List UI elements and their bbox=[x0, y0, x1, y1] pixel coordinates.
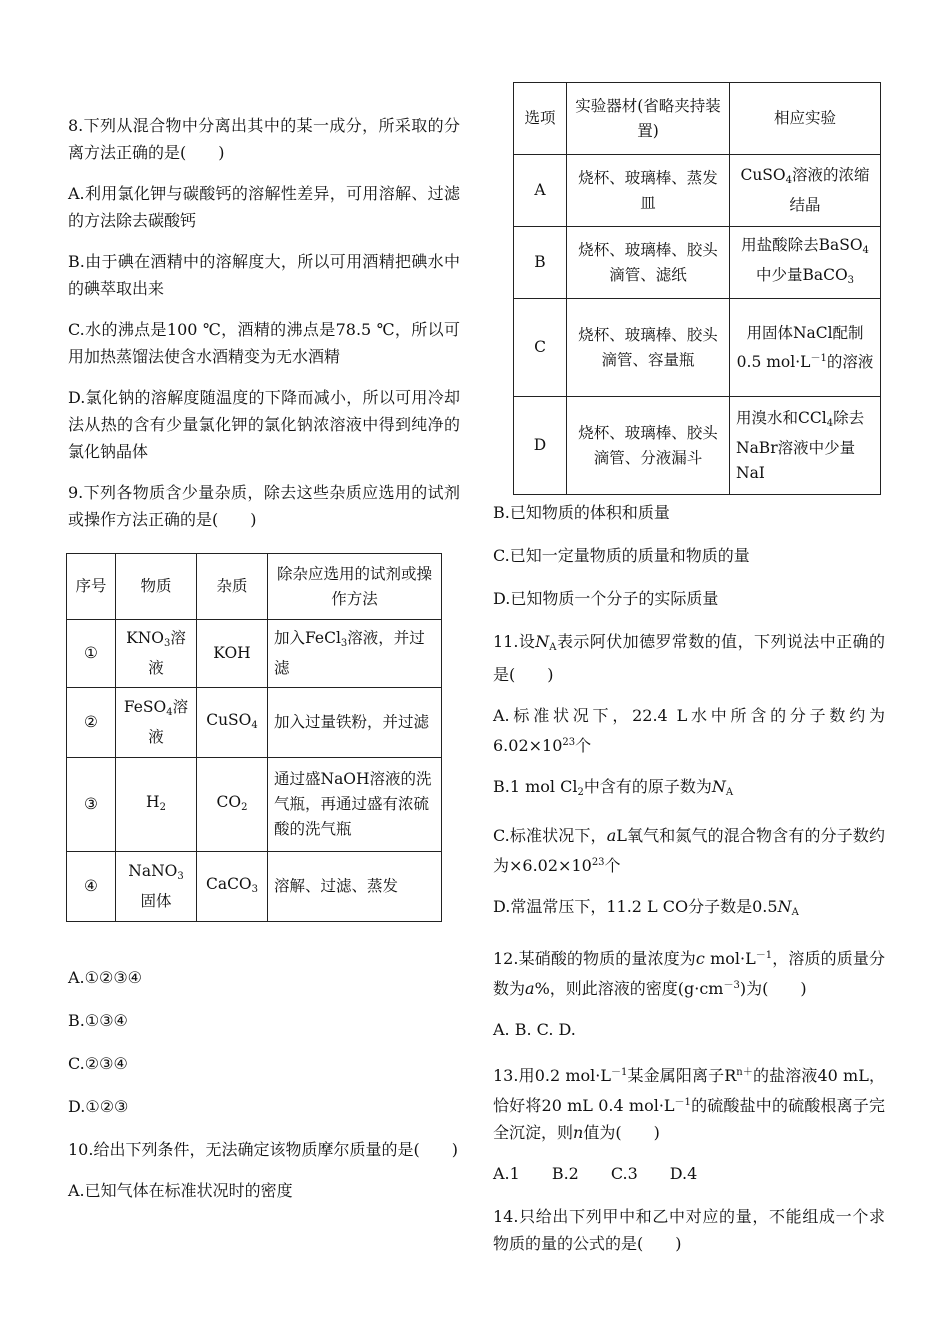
row-number: ③ bbox=[67, 758, 116, 852]
question-10-option-b: B.已知物质的体积和质量 bbox=[493, 503, 670, 522]
question-11-option-c: C.标准状况下，aL氧气和氮气的混合物含有的分子数约为$\times 6.02\times 10^{23}$个 bbox=[493, 826, 885, 875]
question-12-stem: 12.某硝酸的物质的量浓度为c $mol\cdot L^{-1}$，溶质的质量分数为a%，则此溶液的密度$(g\cdot cm^{-3})$为( ) bbox=[493, 949, 885, 998]
question-9-option-a: A.①②③④ bbox=[68, 968, 143, 987]
option-cell: A bbox=[514, 155, 567, 227]
header-cell: 序号 bbox=[67, 554, 116, 620]
question-8-option-d: D.氯化钠的溶解度随温度的下降而减小，所以可用冷却法从热的含有少量氯化钾的氯化钠浓溶液中得到纯净的氯化钠晶体 bbox=[68, 388, 460, 461]
row-number: ② bbox=[67, 688, 116, 758]
row-number: ① bbox=[67, 620, 116, 688]
question-14-stem: 14.只给出下列甲中和乙中对应的量，不能组成一个求物质的量的公式的是( ) bbox=[493, 1207, 885, 1253]
header-cell: 实验器材(省略夹持装置) bbox=[567, 83, 730, 155]
table-row bbox=[514, 397, 881, 495]
impurity-cell: CuSO$_4$ bbox=[197, 688, 268, 758]
question-8-option-a: A.利用氯化钾与碳酸钙的溶解性差异，可用溶解、过滤的方法除去碳酸钙 bbox=[68, 184, 460, 230]
substance-cell: $KNO_3$溶液 bbox=[116, 620, 197, 688]
row-number: ④ bbox=[67, 852, 116, 922]
question-10-option-a: A.已知气体在标准状况时的密度 bbox=[68, 1181, 293, 1200]
experiment-cell: 用溴水和CCl$_4$除去NaBr溶液中少量NaI bbox=[730, 397, 881, 495]
table-header-row bbox=[514, 83, 881, 155]
equipment-cell: 烧杯、玻璃棒、胶头滴管、容量瓶 bbox=[567, 299, 730, 397]
header-cell: 选项 bbox=[514, 83, 567, 155]
question-9-option-d: D.①②③ bbox=[68, 1097, 129, 1116]
experiment-cell: 用盐酸除去BaSO$_4$中少量BaCO$_3$ bbox=[730, 227, 881, 299]
question-11-option-d: D.常温常压下，11.2 L CO分子数是$0.5N_A$ bbox=[493, 897, 799, 918]
substance-cell: FeSO$_4$溶液 bbox=[116, 688, 197, 758]
question-12-options: A. B. C. D. bbox=[493, 1020, 576, 1039]
header-cell: 物质 bbox=[116, 554, 197, 620]
question-11-stem: 11.设$N_A$表示阿伏加德罗常数的值，下列说法中正确的是( ) bbox=[493, 632, 885, 684]
question-9-option-c: C.②③④ bbox=[68, 1054, 128, 1073]
header-cell: 相应实验 bbox=[730, 83, 881, 155]
table-row bbox=[514, 155, 881, 227]
equipment-cell: 烧杯、玻璃棒、胶头滴管、滤纸 bbox=[567, 227, 730, 299]
question-11-option-a: A.标准状况下，22.4 L水中所含的分子数约为$6.02\times 10^{23}$个 bbox=[493, 706, 885, 755]
question-9-stem: 9.下列各物质含少量杂质，除去这些杂质应选用的试剂或操作方法正确的是( ) bbox=[68, 483, 460, 529]
experiment-cell: CuSO$_4$溶液的浓缩结晶 bbox=[730, 155, 881, 227]
substance-cell: $H_2$ bbox=[116, 758, 197, 852]
question-10-option-d: D.已知物质一个分子的实际质量 bbox=[493, 589, 719, 608]
question-10-stem: 10.给出下列条件，无法确定该物质摩尔质量的是( ) bbox=[68, 1140, 458, 1159]
experiment-cell: 用固体NaCl配制0.5 $mol\cdot L^{-1}$的溶液 bbox=[730, 299, 881, 397]
experiment-equipment-table bbox=[513, 82, 881, 495]
table-row bbox=[67, 620, 442, 688]
option-cell: B bbox=[514, 227, 567, 299]
header-cell: 杂质 bbox=[197, 554, 268, 620]
table-row bbox=[67, 688, 442, 758]
table-row bbox=[514, 299, 881, 397]
equipment-cell: 烧杯、玻璃棒、蒸发皿 bbox=[567, 155, 730, 227]
equipment-cell: 烧杯、玻璃棒、胶头滴管、分液漏斗 bbox=[567, 397, 730, 495]
option-cell: D bbox=[514, 397, 567, 495]
question-8-option-c: C.水的沸点是100 ℃，酒精的沸点是78.5 ℃，所以可用加热蒸馏法使含水酒精变为无水酒精 bbox=[68, 320, 460, 366]
question-9-option-b: B.①③④ bbox=[68, 1011, 128, 1030]
question-13-stem: 13.用0.2 $mol\cdot L^{-1}$某金属阳离子$R^{n+}$的盐溶液40 mL，恰好将20 mL 0.4 $mol\cdot L^{-1}$的硫酸盐中的硫酸根离子完全沉淀，则n值为( ) bbox=[493, 1066, 885, 1142]
left-column bbox=[68, 112, 460, 1218]
question-11-option-b: B.1 mol $Cl_2$中含有的原子数为$N_A$ bbox=[493, 777, 734, 798]
impurity-cell: KOH bbox=[197, 620, 268, 688]
impurity-cell: $CO_2$ bbox=[197, 758, 268, 852]
substance-cell: NaNO$_3$固体 bbox=[116, 852, 197, 922]
question-13-options: A.1 B.2 C.3 D.4 bbox=[493, 1164, 698, 1183]
right-column bbox=[493, 82, 885, 1271]
question-8-option-b: B.由于碘在酒精中的溶解度大，所以可用酒精把碘水中的碘萃取出来 bbox=[68, 252, 460, 298]
table-row bbox=[514, 227, 881, 299]
method-cell: 通过盛NaOH溶液的洗气瓶，再通过盛有浓硫酸的洗气瓶 bbox=[268, 758, 442, 852]
method-cell: 加入过量铁粉，并过滤 bbox=[268, 688, 442, 758]
method-cell: 加入FeCl$_3$溶液，并过滤 bbox=[268, 620, 442, 688]
question-10-option-c: C.已知一定量物质的质量和物质的量 bbox=[493, 546, 750, 565]
table-row bbox=[67, 758, 442, 852]
table-header-row bbox=[67, 554, 442, 620]
option-cell: C bbox=[514, 299, 567, 397]
question-8-stem: 8.下列从混合物中分离出其中的某一成分，所采取的分离方法正确的是( ) bbox=[68, 116, 460, 162]
header-cell: 除杂应选用的试剂或操作方法 bbox=[268, 554, 442, 620]
method-cell: 溶解、过滤、蒸发 bbox=[268, 852, 442, 922]
impurity-cell: CaCO$_3$ bbox=[197, 852, 268, 922]
impurity-table bbox=[66, 553, 442, 922]
table-row bbox=[67, 852, 442, 922]
